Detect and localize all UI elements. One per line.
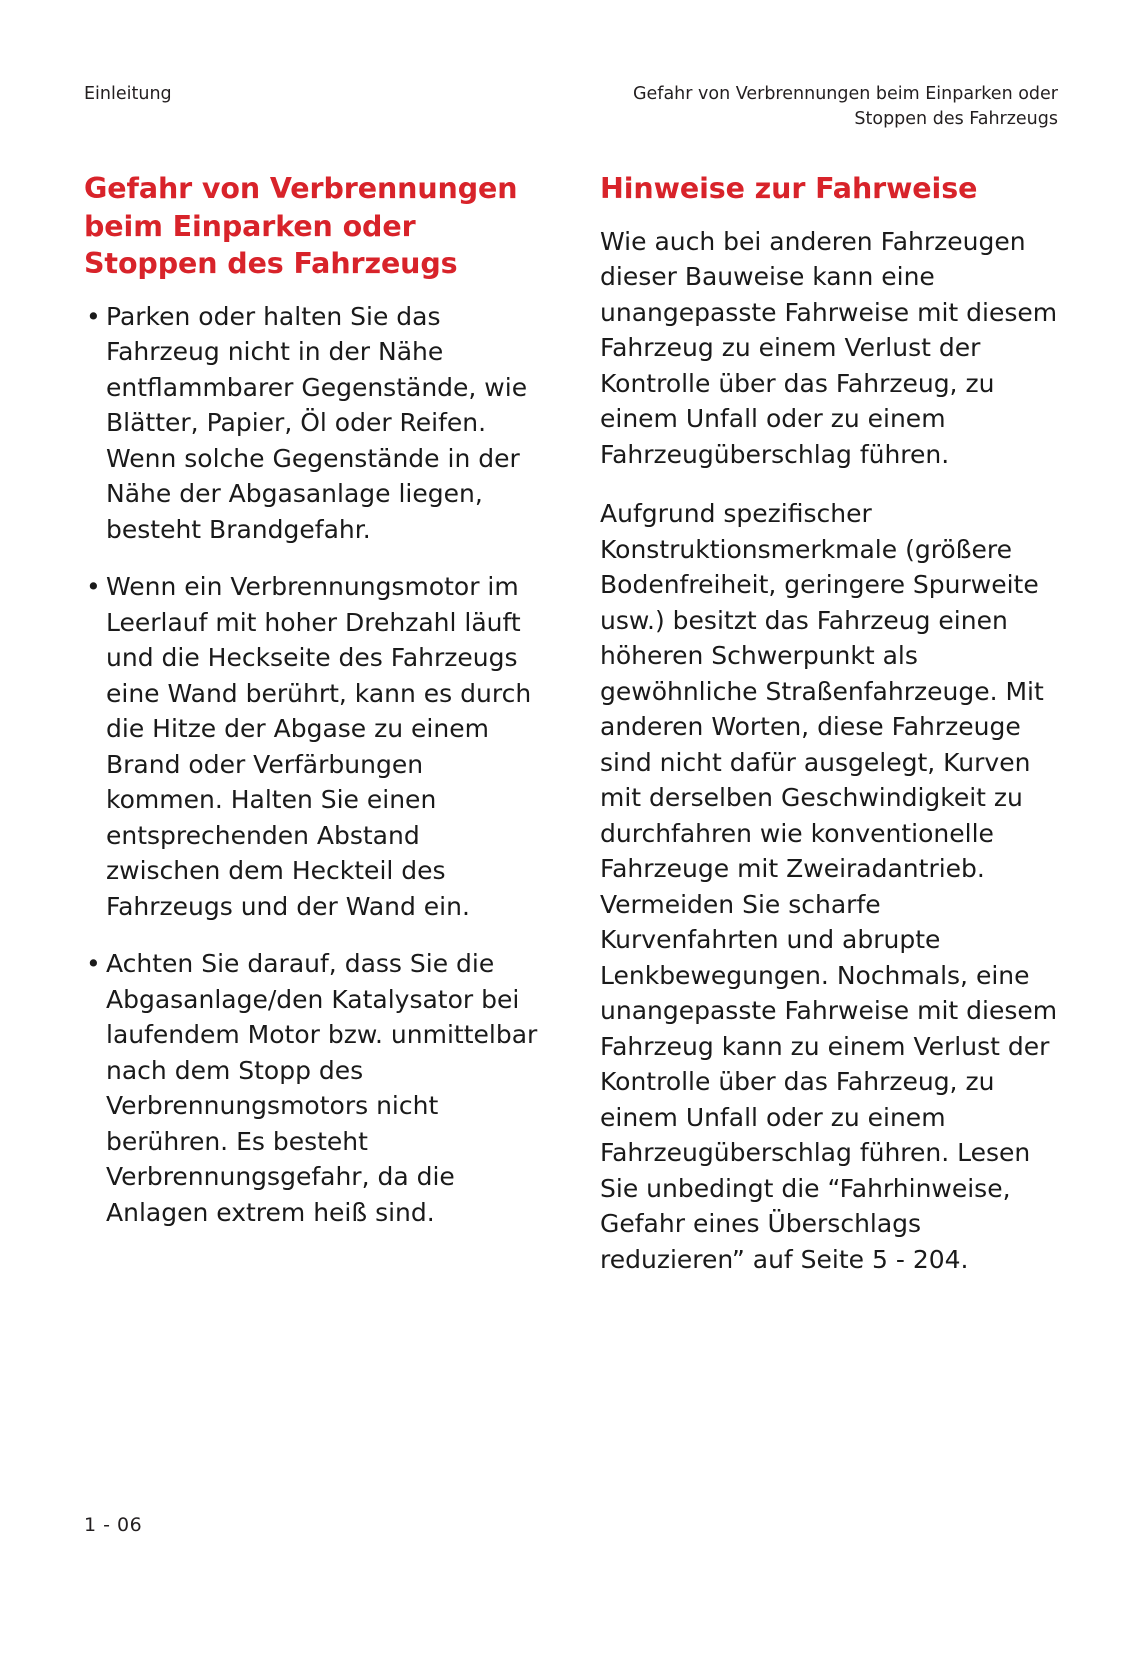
page-number: 1 - 06 xyxy=(84,1514,143,1536)
list-item xyxy=(84,946,542,1230)
header-chapter-label: Einleitung xyxy=(84,84,172,104)
left-section-title: Gefahr von Verbrennungen beim Einparken oder Stoppen des Fahrzeugs xyxy=(84,172,518,281)
paragraph: Wie auch bei anderen Fahrzeugen dieser Bauweise kann eine unangepasste Fahrweise mit diesem Fahrzeug zu einem Verlust der Kontrolle über das Fahrzeug, zu einem Unfall oder zu einem Fahrzeugüberschlag führen. xyxy=(600,226,1058,469)
content-columns xyxy=(84,170,1058,1277)
right-column xyxy=(600,170,1058,1277)
list-item-text: Achten Sie darauf, dass Sie die Abgasanlage/den Katalysator bei laufendem Motor bzw. unmittelbar nach dem Stopp des Verbrennungsmotors nicht berühren. Es besteht Verbrennungsgefahr, da die Anlagen extrem heiß sind. xyxy=(106,949,538,1227)
warning-bullet-list xyxy=(84,299,542,1231)
list-item-text: Parken oder halten Sie das Fahrzeug nicht in der Nähe entflammbarer Gegenstände, wie Blätter, Papier, Öl oder Reifen. Wenn solche Gegenstände in der Nähe der Abgasanlage liegen, besteht Brandgefahr. xyxy=(106,301,528,544)
bullet-marker-icon: • xyxy=(86,949,101,979)
list-item xyxy=(84,299,542,548)
left-column xyxy=(84,170,542,1277)
header-section-label xyxy=(633,82,1058,133)
bullet-marker-icon: • xyxy=(86,301,101,331)
list-item xyxy=(84,569,542,924)
header-section-line-2: Stoppen des Fahrzeugs xyxy=(854,109,1058,130)
header-section-line-1: Gefahr von Verbrennungen beim Einparken oder xyxy=(632,84,1058,104)
list-item-text: Wenn ein Verbrennungsmotor im Leerlauf mit hoher Drehzahl läuft und die Heckseite des Fahrzeugs eine Wand berührt, kann es durch die Hitze der Abgase zu einem Brand oder Verfärbungen kommen. Halten Sie einen entsprechenden Abstand zwischen dem Heckteil des Fahrzeugs und der Wand ein. xyxy=(106,572,532,921)
right-section-title: Hinweise zur Fahrweise xyxy=(600,172,978,205)
bullet-marker-icon: • xyxy=(86,572,101,602)
page-header xyxy=(84,82,1058,133)
paragraph: Aufgrund spezifischer Konstruktionsmerkmale (größere Bodenfreiheit, geringere Spurweite usw.) besitzt das Fahrzeug einen höheren Schwerpunkt als gewöhnliche Straßenfahrzeuge. Mit anderen Worten, diese Fahrzeuge sind nicht dafür ausgelegt, Kurven mit derselben Geschwindigkeit zu durchfahren wie konventionelle Fahrzeuge mit Zweiradantrieb. Vermeiden Sie scharfe Kurvenfahrten und abrupte Lenkbewegungen. Nochmals, eine unangepasste Fahrweise mit diesem Fahrzeug kann zu einem Verlust der Kontrolle über das Fahrzeug, zu einem Unfall oder zu einem Fahrzeugüberschlag führen. Lesen Sie unbedingt die “Fahrhinweise, Gefahr eines Überschlags reduzieren” auf Seite 5 - 204. xyxy=(600,499,1058,1274)
